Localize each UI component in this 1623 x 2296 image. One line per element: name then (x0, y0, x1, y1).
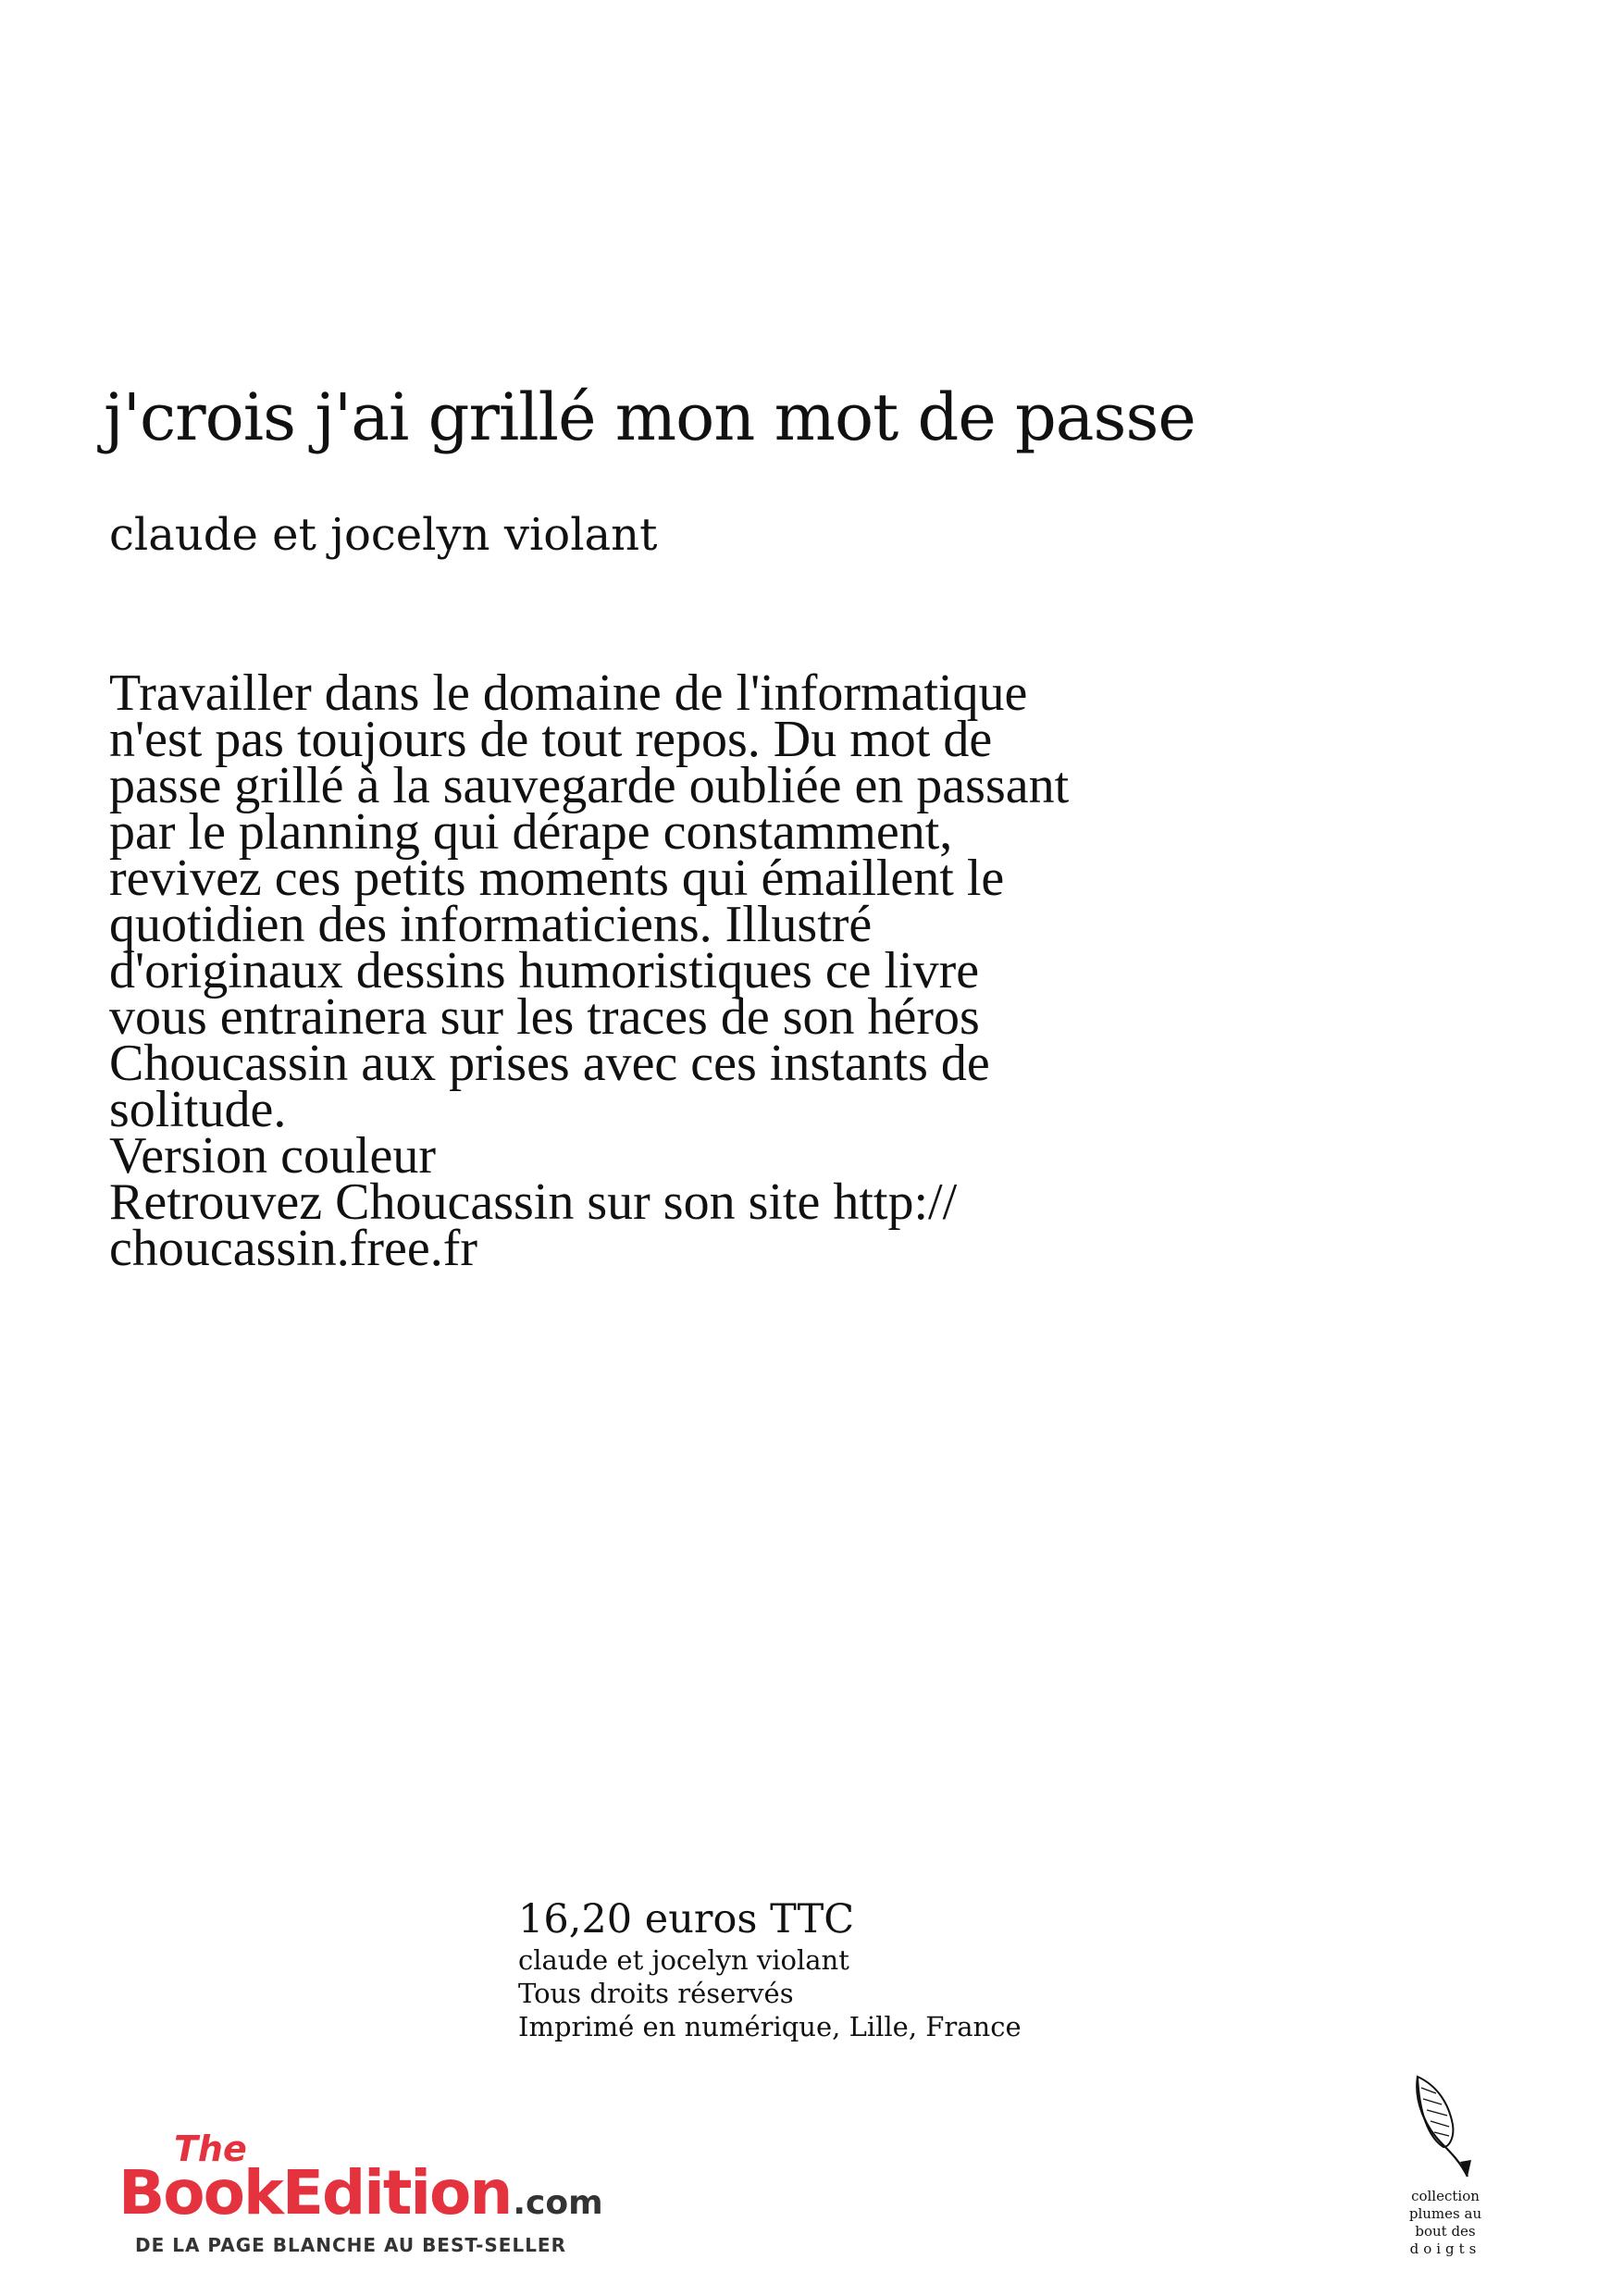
logo-name: BookEdition (118, 2157, 512, 2228)
collection-line: doigts (1409, 2240, 1481, 2257)
bookedition-logo (118, 2130, 674, 2260)
blurb-line: vous entrainera sur les traces de son héros (109, 988, 980, 1046)
collection-mark (1399, 2073, 1492, 2258)
blurb-line: Version couleur (109, 1127, 437, 1185)
collection-line: collection (1411, 2188, 1480, 2204)
collection-line: plumes au (1408, 2205, 1482, 2222)
book-blurb (109, 664, 1257, 1277)
rights-notice: Tous droits réservés (518, 1978, 794, 2009)
blurb-line: d'originaux dessins humoristiques ce livre (109, 942, 980, 999)
blurb-line: n'est pas toujours de tout repos. Du mot de (109, 711, 993, 768)
book-author: claude et jocelyn violant (109, 509, 658, 561)
blurb-line: solitude. (109, 1081, 287, 1138)
print-location: Imprimé en numérique, Lille, France (518, 2011, 1022, 2042)
blurb-line: passe grillé à la sauvegarde oubliée en passant (109, 757, 1070, 814)
blurb-line: quotidien des informaticiens. Illustré (109, 896, 873, 953)
feather-icon (1412, 2073, 1477, 2184)
logo-tagline: DE LA PAGE BLANCHE AU BEST-SELLER (135, 2234, 566, 2256)
book-title: j'crois j'ai grillé mon mot de passe (104, 379, 1196, 455)
logo-wordmark (118, 2158, 603, 2239)
collection-line: bout des (1415, 2223, 1476, 2240)
blurb-line: Travailler dans le domaine de l'informatique (109, 664, 1028, 722)
blurb-line: revivez ces petits moments qui émaillent le (109, 850, 1005, 907)
blurb-line: Choucassin aux prises avec ces instants de (109, 1035, 990, 1092)
logo-domain: .com (513, 2184, 603, 2222)
blurb-line: par le planning qui dérape constamment, (109, 803, 953, 861)
logo-the: The (174, 2128, 247, 2169)
collection-label (1399, 2188, 1492, 2258)
imprint-block (518, 1895, 1022, 2043)
blurb-line: Retrouvez Choucassin sur son site http:// (109, 1173, 958, 1231)
price: 16,20 euros TTC (518, 1896, 855, 1942)
imprint-author: claude et jocelyn violant (518, 1944, 849, 1976)
blurb-line: choucassin.free.fr (109, 1220, 478, 1277)
